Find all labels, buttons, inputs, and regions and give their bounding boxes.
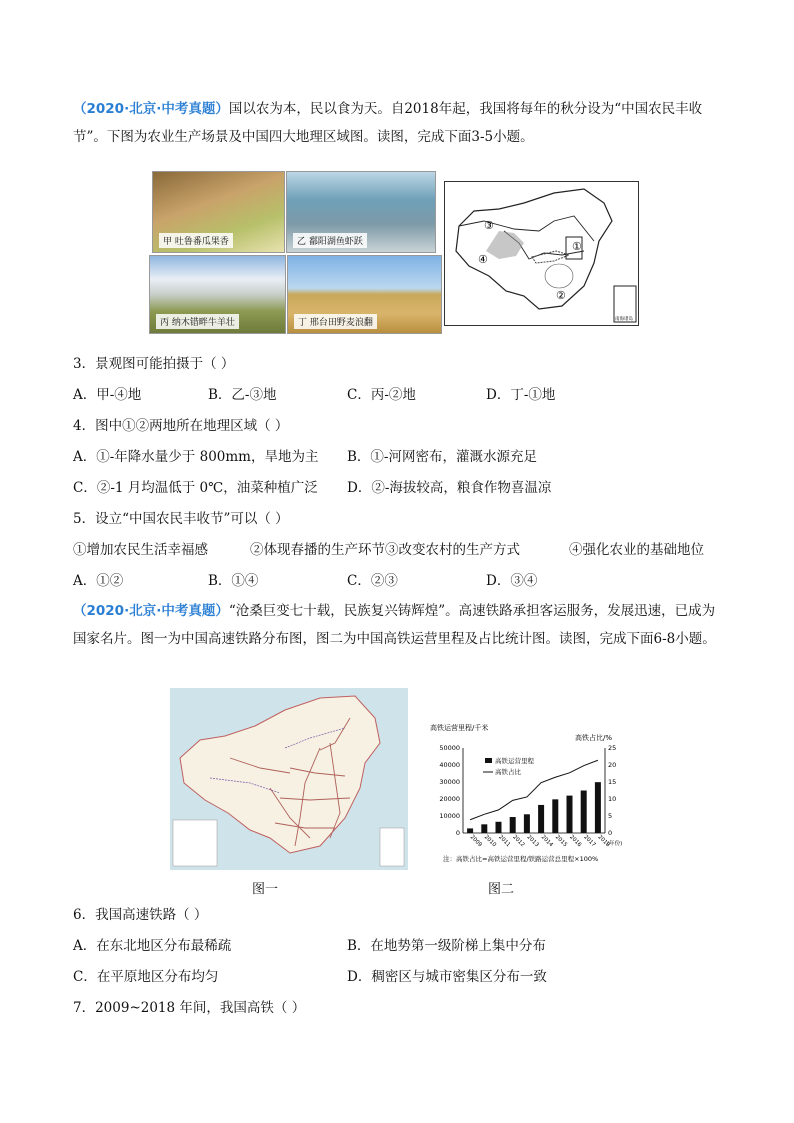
tick-label-right: 5 [608, 812, 613, 820]
x-tick-label: 2016 [568, 834, 583, 849]
photo-caption: 丁 邢台田野麦浪翻 [294, 314, 377, 329]
inset-label: 南海诸岛 [615, 317, 633, 322]
x-tick-label: 2012 [511, 834, 526, 849]
q4-option-b[interactable]: B．①-河网密布，灌溉水源充足 [347, 449, 537, 465]
tick-label-left: 0 [455, 829, 460, 837]
tick-label-right: 20 [608, 761, 617, 769]
x-tick-label: 2009 [468, 834, 483, 849]
x-tick-label: 2014 [539, 834, 554, 849]
bar [467, 828, 473, 833]
q5-option-c[interactable]: C．②③ [347, 573, 398, 589]
inset-box [380, 828, 404, 866]
fig2-caption: 图二 [488, 882, 515, 897]
q3-option-d[interactable]: D．丁-①地 [486, 387, 556, 403]
map-label-3: ③ [484, 219, 494, 232]
q5-statement-2-3: ②体现春播的生产环节③改变农村的生产方式 [250, 542, 520, 558]
x-tick-label: 2018 [596, 834, 611, 849]
legend-bar-label: 高铁运营里程 [495, 757, 534, 765]
q4-option-d[interactable]: D．②-海拔较高，粮食作物喜温凉 [347, 480, 552, 496]
q4-option-a[interactable]: A．①-年降水量少于 800mm，旱地为主 [73, 449, 319, 465]
x-tick-label: 2013 [525, 834, 540, 849]
q6-option-d[interactable]: D．稠密区与城市密集区分布一致 [347, 969, 547, 985]
source-tag: （2020·北京·中考真题） [73, 101, 229, 117]
intro-6-8: （2020·北京·中考真题）“沧桑巨变七十载，民族复兴铸辉煌”。高速铁路承担客运服务，发展迅速，已成为国家名片。图一为中国高速铁路分布图，图二为中国高铁运营里程及占比统计图。读图，完成下面6-8小题。 [73, 603, 716, 647]
legend-bar-swatch [485, 758, 492, 763]
ylabel-right: 高铁占比/% [575, 734, 613, 742]
hsr-map [170, 688, 408, 870]
bar [496, 822, 502, 833]
four-regions-map [444, 181, 639, 326]
bar [481, 824, 487, 833]
tick-label-right: 15 [608, 778, 617, 786]
tick-label-right: 0 [608, 829, 613, 837]
bar [538, 805, 544, 833]
bar [567, 796, 573, 833]
q4-option-c[interactable]: C．②-1 月均温低于 0℃，油菜种植广泛 [73, 480, 318, 496]
tick-label-left: 30000 [439, 778, 460, 786]
bar [524, 814, 530, 833]
photo-caption: 甲 吐鲁番瓜果香 [159, 233, 233, 248]
q6-stem: 6．我国高速铁路（ ） [73, 907, 208, 923]
q6-option-c[interactable]: C．在平原地区分布均匀 [73, 969, 219, 985]
q3-option-c[interactable]: C．丙-②地 [347, 387, 416, 403]
tick-label-left: 20000 [439, 795, 460, 803]
photo-bing [149, 255, 286, 334]
tick-label-left: 10000 [439, 812, 460, 820]
photo-caption: 乙 鄱阳湖鱼虾跃 [293, 233, 367, 248]
fig1-caption: 图一 [252, 882, 279, 897]
x-tick-label: 2010 [482, 834, 498, 849]
map-label-4: ④ [478, 253, 488, 266]
photo-caption: 丙 纳木错畔牛羊壮 [156, 314, 239, 329]
q3-option-b[interactable]: B．乙-③地 [208, 387, 277, 403]
source-tag: （2020·北京·中考真题） [73, 603, 229, 619]
legend-line-label: 高铁占比 [495, 768, 521, 776]
q5-statement-1: ①增加农民生活幸福感 [73, 542, 208, 558]
tick-label-left: 40000 [439, 761, 460, 769]
hsr-chart [425, 718, 645, 868]
x-unit-label: (年份) [607, 841, 623, 847]
q3-stem: 3．景观图可能拍摄于（ ） [73, 356, 235, 372]
intro-3-5: （2020·北京·中考真题）国以农为本，民以食为天。自2018年起，我国将每年的秋分设为“中国农民丰收节”。下图为农业生产场景及中国四大地理区域图。读图，完成下面3-5小题。 [73, 101, 703, 145]
bar [581, 791, 587, 834]
photo-ding [287, 255, 442, 334]
map-label-1: ① [572, 240, 582, 253]
series-line [470, 760, 598, 820]
q3-option-a[interactable]: A．甲-④地 [73, 387, 142, 403]
q7-stem: 7．2009~2018 年间，我国高铁（ ） [73, 1000, 306, 1016]
q5-stem: 5．设立“中国农民丰收节”可以（ ） [73, 511, 289, 527]
bar [510, 817, 516, 833]
q5-option-a[interactable]: A．①② [73, 573, 124, 589]
tick-label-left: 50000 [439, 744, 460, 752]
photo-jia [152, 171, 285, 253]
q5-statement-4: ④强化农业的基础地位 [569, 542, 704, 558]
x-tick-label: 2011 [497, 834, 512, 849]
photo-yi [286, 171, 436, 253]
ylabel-left: 高铁运营里程/千米 [430, 724, 489, 732]
x-tick-label: 2017 [582, 834, 597, 849]
q5-option-b[interactable]: B．①④ [208, 573, 259, 589]
bar [552, 799, 558, 833]
map-legend [173, 820, 217, 866]
q4-stem: 4．图中①②两地所在地理区域（ ） [73, 418, 289, 434]
q6-option-b[interactable]: B．在地势第一级阶梯上集中分布 [347, 938, 546, 954]
q6-option-a[interactable]: A．在东北地区分布最稀疏 [73, 938, 232, 954]
x-tick-label: 2015 [553, 834, 569, 849]
bar [595, 782, 601, 833]
map-label-2: ② [556, 289, 566, 302]
chart-note: 注：高铁占比=高铁运营里程/铁路运营总里程×100% [443, 855, 599, 863]
q5-option-d[interactable]: D．③④ [486, 573, 538, 589]
tick-label-right: 10 [608, 795, 617, 803]
tick-label-right: 25 [608, 744, 617, 752]
